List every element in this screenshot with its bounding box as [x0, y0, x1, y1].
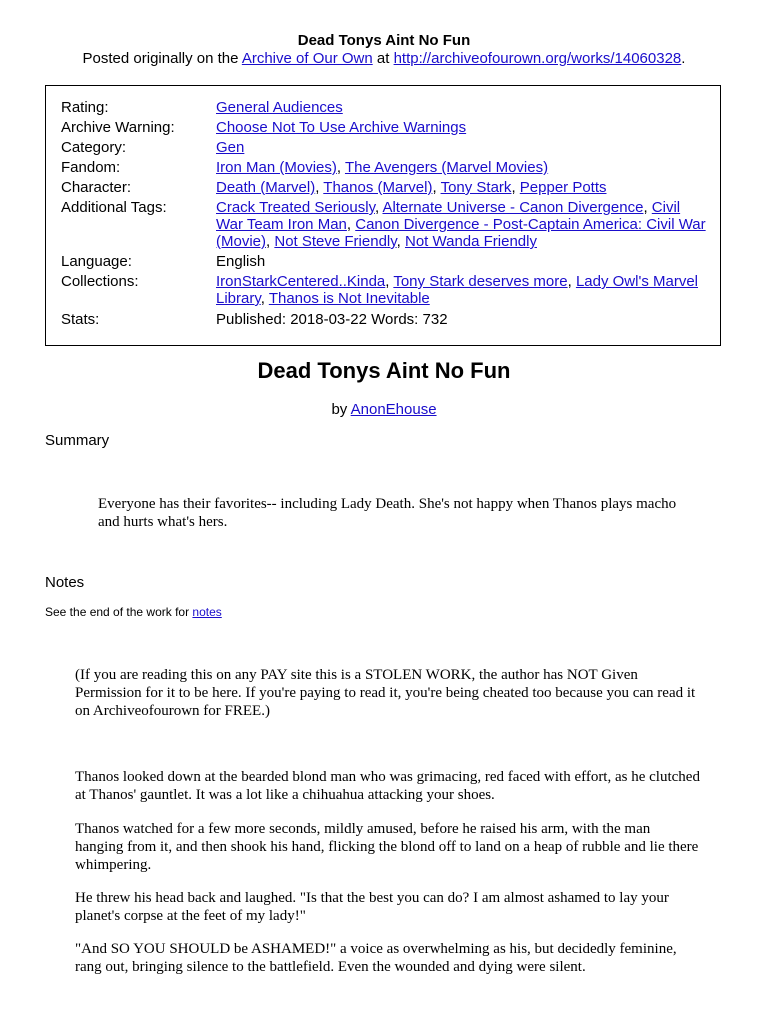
collection-link[interactable]: Tony Stark deserves more [393, 273, 568, 290]
meta-label: Archive Warning: [61, 119, 175, 136]
body-paragraph: Thanos looked down at the bearded blond man who was grimacing, red faced with effort, as he clutched at Thanos' gauntlet. It was a lot like a chihuahua attacking your shoes. [75, 769, 700, 803]
document-header-title: Dead Tonys Aint No Fun [297, 32, 471, 49]
work-title: Dead Tonys Aint No Fun [257, 358, 511, 383]
character-link[interactable]: Death (Marvel) [216, 179, 316, 196]
notes-heading: Notes [45, 574, 85, 591]
meta-label: Additional Tags: [61, 199, 167, 216]
posted-prefix: Posted originally on the [82, 50, 242, 67]
notes-prefix: See the end of the work for [45, 605, 193, 619]
stats-value: Published: 2018-03-22 Words: 732 [216, 311, 448, 328]
tag-link[interactable]: Civil War Team Iron Man [216, 199, 681, 233]
body-paragraph: "And SO YOU SHOULD be ASHAMED!" a voice as overwhelming as his, but decidedly feminine, rang out, bringing silence to the battlefield. Even the wounded and dying were silent. [75, 941, 677, 975]
collection-link[interactable]: Lady Owl's Marvel Library [216, 273, 699, 307]
collection-link[interactable]: IronStarkCentered..Kinda [216, 273, 386, 290]
notes-line [45, 605, 222, 619]
tag-link[interactable]: Not Wanda Friendly [404, 233, 537, 250]
archive-link[interactable]: Archive of Our Own [241, 50, 373, 67]
fandom-link[interactable]: The Avengers (Marvel Movies) [344, 159, 549, 176]
meta-label: Language: [61, 253, 132, 270]
meta-label: Category: [61, 139, 127, 156]
tag-link[interactable]: Alternate Universe - Canon Divergence [382, 199, 644, 216]
language-value: English [216, 253, 266, 270]
metadata-box: Rating: General Audiences Archive Warning: Choose Not To Use Archive Warnings Category: Gen Fandom: Iron Man (Movies), The Avengers (Marvel Movies) Character: Death (Marvel), Thanos (Marvel), Tony Stark, Pepper Potts Additional Tags: Crack Treated Seriously, Alternate Universe - Canon Divergence, Civil War Team Iron Man, Canon Divergence - Post-Captain America: Civil War (Movie), Not Steve Friendly, Not Wanda Friendly Language: English Collections: IronStarkCentered..Kinda, Tony Stark deserves more, Lady Owl's Marvel Library, Thanos is Not Inevitable Stats: Published: 2018-03-22 Words: 732 [45, 85, 721, 346]
body-paragraph: (If you are reading this on any PAY site this is a STOLEN WORK, the author has NOT Given Permission for it to be here. If you're paying to read it, you're being cheated too because you can read it on Archiveofourown for FREE.) [75, 667, 696, 719]
body-paragraph: He threw his head back and laughed. "Is that the best you can do? I am almost ashamed to lay your planet's corpse at the feet of my lady!" [75, 890, 669, 924]
meta-label: Collections: [61, 273, 139, 290]
meta-label: Rating: [61, 99, 109, 116]
character-link[interactable]: Thanos (Marvel) [323, 179, 433, 196]
tag-link[interactable]: Crack Treated Seriously [216, 199, 375, 216]
character-link[interactable]: Tony Stark [440, 179, 512, 196]
period: . [681, 50, 686, 67]
collection-link[interactable]: Thanos is Not Inevitable [268, 290, 430, 307]
category-link[interactable]: Gen [216, 139, 245, 156]
meta-label: Character: [61, 179, 132, 196]
author-link[interactable]: AnonEhouse [350, 401, 437, 418]
at-text: at [372, 50, 394, 67]
tag-link[interactable]: Canon Divergence - Post-Captain America: Civil War (Movie) [216, 216, 706, 250]
by-text: by [331, 401, 351, 418]
body-paragraph: Thanos watched for a few more seconds, mildly amused, before he raised his arm, with the man hanging from it, and then shook his hand, flicking the blond off to land on a heap of rubble and lie there whimpering. [75, 821, 699, 873]
warning-link[interactable]: Choose Not To Use Archive Warnings [216, 119, 467, 136]
summary-heading: Summary [45, 432, 110, 449]
notes-link[interactable]: notes [192, 605, 222, 619]
fandom-link[interactable]: Iron Man (Movies) [216, 159, 337, 176]
rating-link[interactable]: General Audiences [216, 99, 343, 116]
work-url-link[interactable]: http://archiveofourown.org/works/14060328 [393, 50, 682, 67]
meta-label: Fandom: [61, 159, 121, 176]
summary-text: Everyone has their favorites-- including Lady Death. She's not happy when Thanos plays macho and hurts what's hers. [98, 496, 677, 530]
character-link[interactable]: Pepper Potts [519, 179, 607, 196]
byline [0, 401, 768, 418]
meta-label: Stats: [61, 311, 100, 328]
tag-link[interactable]: Not Steve Friendly [274, 233, 397, 250]
posted-line [0, 50, 768, 67]
